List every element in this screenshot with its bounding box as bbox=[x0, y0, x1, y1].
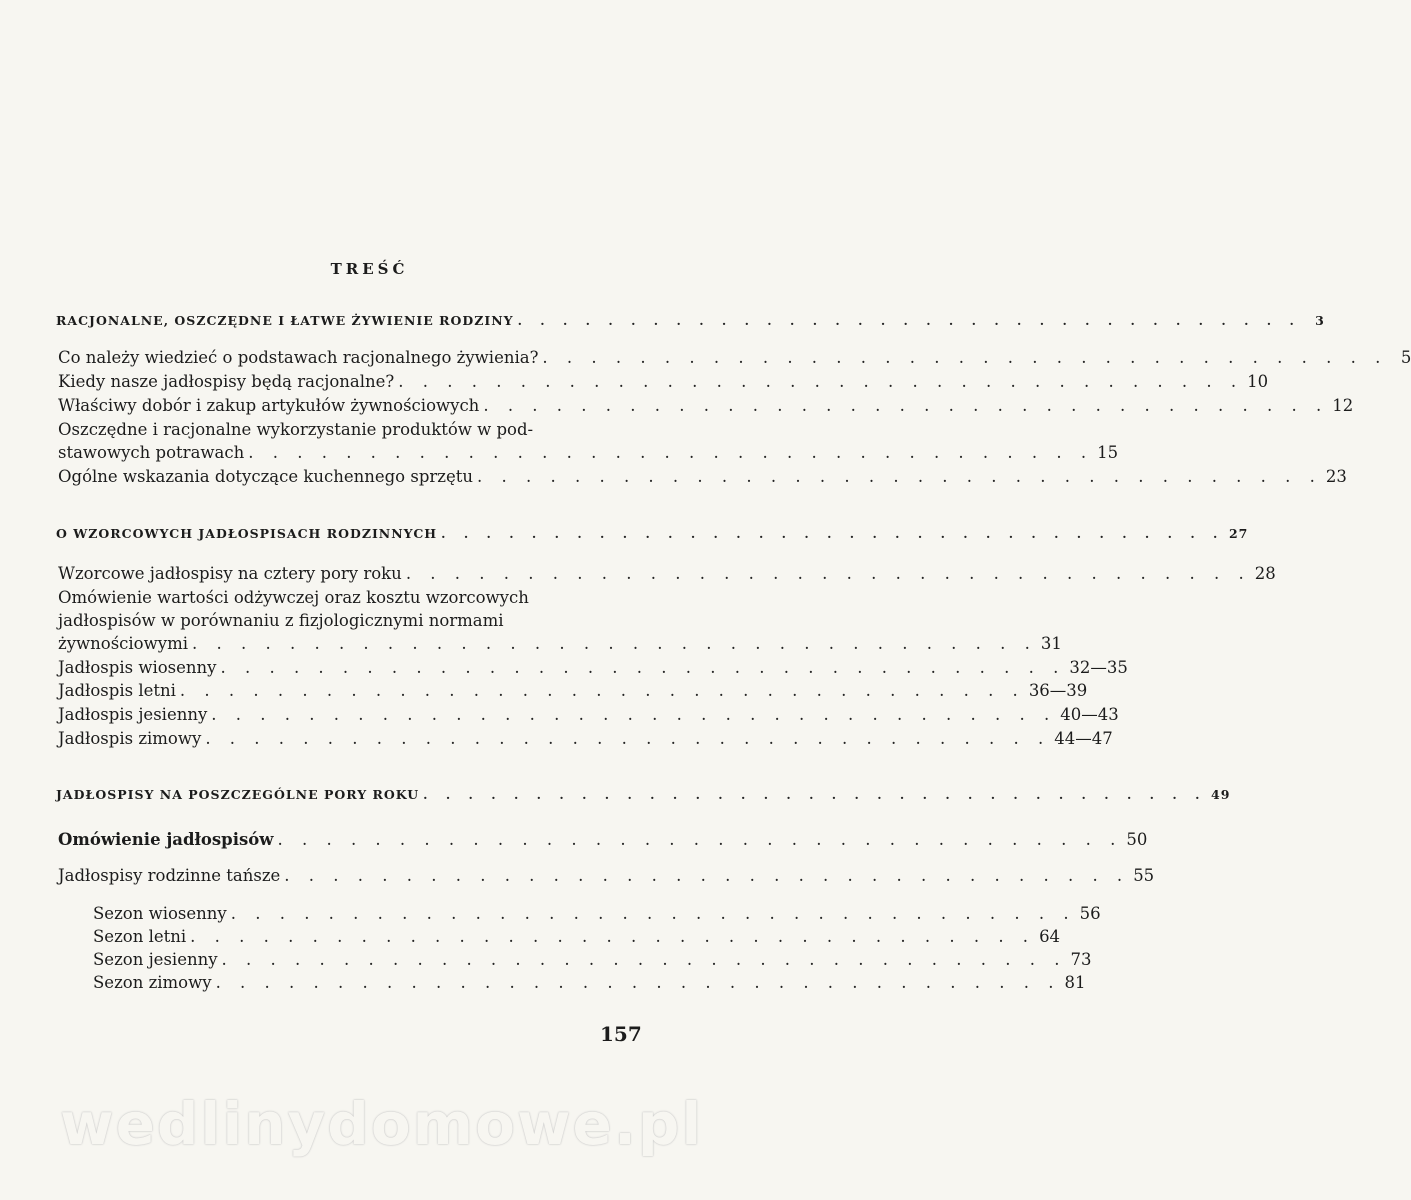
toc-entry bbox=[93, 927, 1061, 951]
entry-text: Co należy wiedzieć o podstawach racjonalnego żywienia? bbox=[58, 348, 539, 367]
section-page: 3 bbox=[1315, 313, 1325, 328]
toc-entry bbox=[58, 564, 1276, 588]
leader-dots: . . . . . . . . . . . . . . . . . . . . . . . . . . . . . . . . . . . bbox=[483, 396, 1329, 415]
leader-dots: . . . . . . . . . . . . . . . . . . . . . . . . . . . . . . . . . . . bbox=[284, 866, 1130, 885]
entry-page: 73 bbox=[1070, 950, 1092, 969]
page-heading: TREŚĆ bbox=[330, 260, 409, 278]
leader-dots: . . . . . . . . . . . . . . . . . . . . . . . . . . . . . . . . . . . bbox=[423, 787, 1207, 802]
leader-dots: . . . . . . . . . . . . . . . . . . . . . . . . . . . . . . . . . . . bbox=[398, 372, 1244, 391]
entry-text: Sezon letni bbox=[93, 927, 187, 946]
page-number: 157 bbox=[600, 1022, 642, 1046]
section-heading bbox=[56, 787, 1231, 802]
entry-text: Właściwy dobór i zakup artykułów żywnościowych bbox=[58, 396, 480, 415]
entry-text: Jadłospis wiosenny bbox=[58, 658, 217, 677]
toc-entry bbox=[93, 904, 1101, 928]
entry-text: żywnościowymi bbox=[58, 634, 188, 653]
leader-dots: . . . . . . . . . . . . . . . . . . . . . . . . . . . . . . . . . . . bbox=[277, 830, 1123, 849]
toc-entry bbox=[58, 348, 1411, 372]
entry-page: 81 bbox=[1064, 973, 1086, 992]
section-page: 49 bbox=[1211, 787, 1231, 802]
entry-page: 5 bbox=[1400, 348, 1411, 367]
toc-entry bbox=[58, 866, 1155, 890]
entry-page: 23 bbox=[1325, 467, 1347, 486]
leader-dots: . . . . . . . . . . . . . . . . . . . . . . . . . . . . . . . . . . . bbox=[192, 634, 1037, 653]
toc-entry bbox=[58, 729, 1113, 753]
toc-entry bbox=[58, 443, 1119, 467]
toc-entry bbox=[93, 973, 1086, 997]
toc-entry bbox=[58, 830, 1148, 854]
entry-page: 31 bbox=[1040, 634, 1062, 653]
leader-dots: . . . . . . . . . . . . . . . . . . . . . . . . . . . . . . . . . . . bbox=[248, 443, 1094, 462]
leader-dots: . . . . . . . . . . . . . . . . . . . . . . . . . . . . . . . . . . . bbox=[405, 564, 1251, 583]
section-title: O WZORCOWYCH JADŁOSPISACH RODZINNYCH bbox=[56, 526, 438, 541]
entry-text: Jadłospisy rodzinne tańsze bbox=[58, 866, 281, 885]
leader-dots: . . . . . . . . . . . . . . . . . . . . . . . . . . . . . . . . . . . bbox=[205, 729, 1051, 748]
toc-entry bbox=[58, 658, 1128, 682]
entry-page: 32—35 bbox=[1069, 658, 1128, 677]
entry-text: Sezon jesienny bbox=[93, 950, 218, 969]
entry-text-line: jadłospisów w porównaniu z fizjologicznymi normami bbox=[58, 611, 504, 630]
entry-page: 56 bbox=[1079, 904, 1101, 923]
entry-page: 55 bbox=[1133, 866, 1155, 885]
entry-page: 50 bbox=[1126, 830, 1148, 849]
entry-page: 10 bbox=[1247, 372, 1269, 391]
toc-entry bbox=[58, 467, 1347, 491]
section-title: JADŁOSPISY NA POSZCZEGÓLNE PORY ROKU bbox=[56, 787, 420, 802]
section-heading bbox=[56, 526, 1249, 541]
section-heading bbox=[56, 313, 1325, 328]
toc-entry bbox=[58, 681, 1088, 705]
entry-text: Sezon wiosenny bbox=[93, 904, 227, 923]
entry-page: 28 bbox=[1254, 564, 1276, 583]
entry-page: 12 bbox=[1332, 396, 1354, 415]
leader-dots: . . . . . . . . . . . . . . . . . . . . . . . . . . . . . . . . . . . bbox=[221, 950, 1067, 969]
leader-dots: . . . . . . . . . . . . . . . . . . . . . . . . . . . . . . . . . . . bbox=[517, 313, 1301, 328]
leader-dots: . . . . . . . . . . . . . . . . . . . . . . . . . . . . . . . . . . . bbox=[220, 658, 1066, 677]
entry-text: stawowych potrawach bbox=[58, 443, 245, 462]
leader-dots: . . . . . . . . . . . . . . . . . . . . . . . . . . . . . . . . . . . bbox=[190, 927, 1036, 946]
leader-dots: . . . . . . . . . . . . . . . . . . . . . . . . . . . . . . . . . . . bbox=[179, 681, 1025, 700]
leader-dots: . . . . . . . . . . . . . . . . . . . . . . . . . . . . . . . . . . . bbox=[230, 904, 1076, 923]
leader-dots: . . . . . . . . . . . . . . . . . . . . . . . . . . . . . . . . . . . bbox=[542, 348, 1388, 367]
toc-entry bbox=[93, 950, 1092, 974]
entry-text: Omówienie jadłospisów bbox=[58, 830, 274, 849]
entry-text-line: Omówienie wartości odżywczej oraz kosztu wzorcowych bbox=[58, 588, 529, 607]
leader-dots: . . . . . . . . . . . . . . . . . . . . . . . . . . . . . . . . . . . bbox=[477, 467, 1322, 486]
leader-dots: . . . . . . . . . . . . . . . . . . . . . . . . . . . . . . . . . . . bbox=[215, 973, 1061, 992]
toc-entry bbox=[58, 396, 1354, 420]
entry-page: 40—43 bbox=[1060, 705, 1119, 724]
leader-dots: . . . . . . . . . . . . . . . . . . . . . . . . . . . . . . . . . . . bbox=[211, 705, 1057, 724]
entry-text: Kiedy nasze jadłospisy będą racjonalne? bbox=[58, 372, 395, 391]
entry-text: Wzorcowe jadłospisy na cztery pory roku bbox=[58, 564, 402, 583]
entry-text-line: Oszczędne i racjonalne wykorzystanie produktów w pod- bbox=[58, 420, 534, 439]
section-page: 27 bbox=[1228, 526, 1249, 541]
toc-entry bbox=[58, 372, 1269, 396]
entry-text: Jadłospis jesienny bbox=[58, 705, 208, 724]
entry-text: Jadłospis zimowy bbox=[58, 729, 202, 748]
entry-page: 44—47 bbox=[1054, 729, 1113, 748]
entry-page: 15 bbox=[1097, 443, 1119, 462]
entry-page: 64 bbox=[1039, 927, 1061, 946]
entry-text: Jadłospis letni bbox=[58, 681, 176, 700]
toc-entry bbox=[58, 705, 1119, 729]
toc-entry bbox=[58, 634, 1062, 658]
leader-dots: . . . . . . . . . . . . . . . . . . . . . . . . . . . . . . . . . . . bbox=[441, 526, 1225, 541]
entry-text: Sezon zimowy bbox=[93, 973, 212, 992]
entry-text: Ogólne wskazania dotyczące kuchennego sprzętu bbox=[58, 467, 473, 486]
section-title: RACJONALNE, OSZCZĘDNE I ŁATWE ŻYWIENIE RODZINY bbox=[56, 313, 514, 328]
entry-page: 36—39 bbox=[1028, 681, 1088, 700]
watermark: wedlinydomowe.pl bbox=[60, 1090, 704, 1158]
